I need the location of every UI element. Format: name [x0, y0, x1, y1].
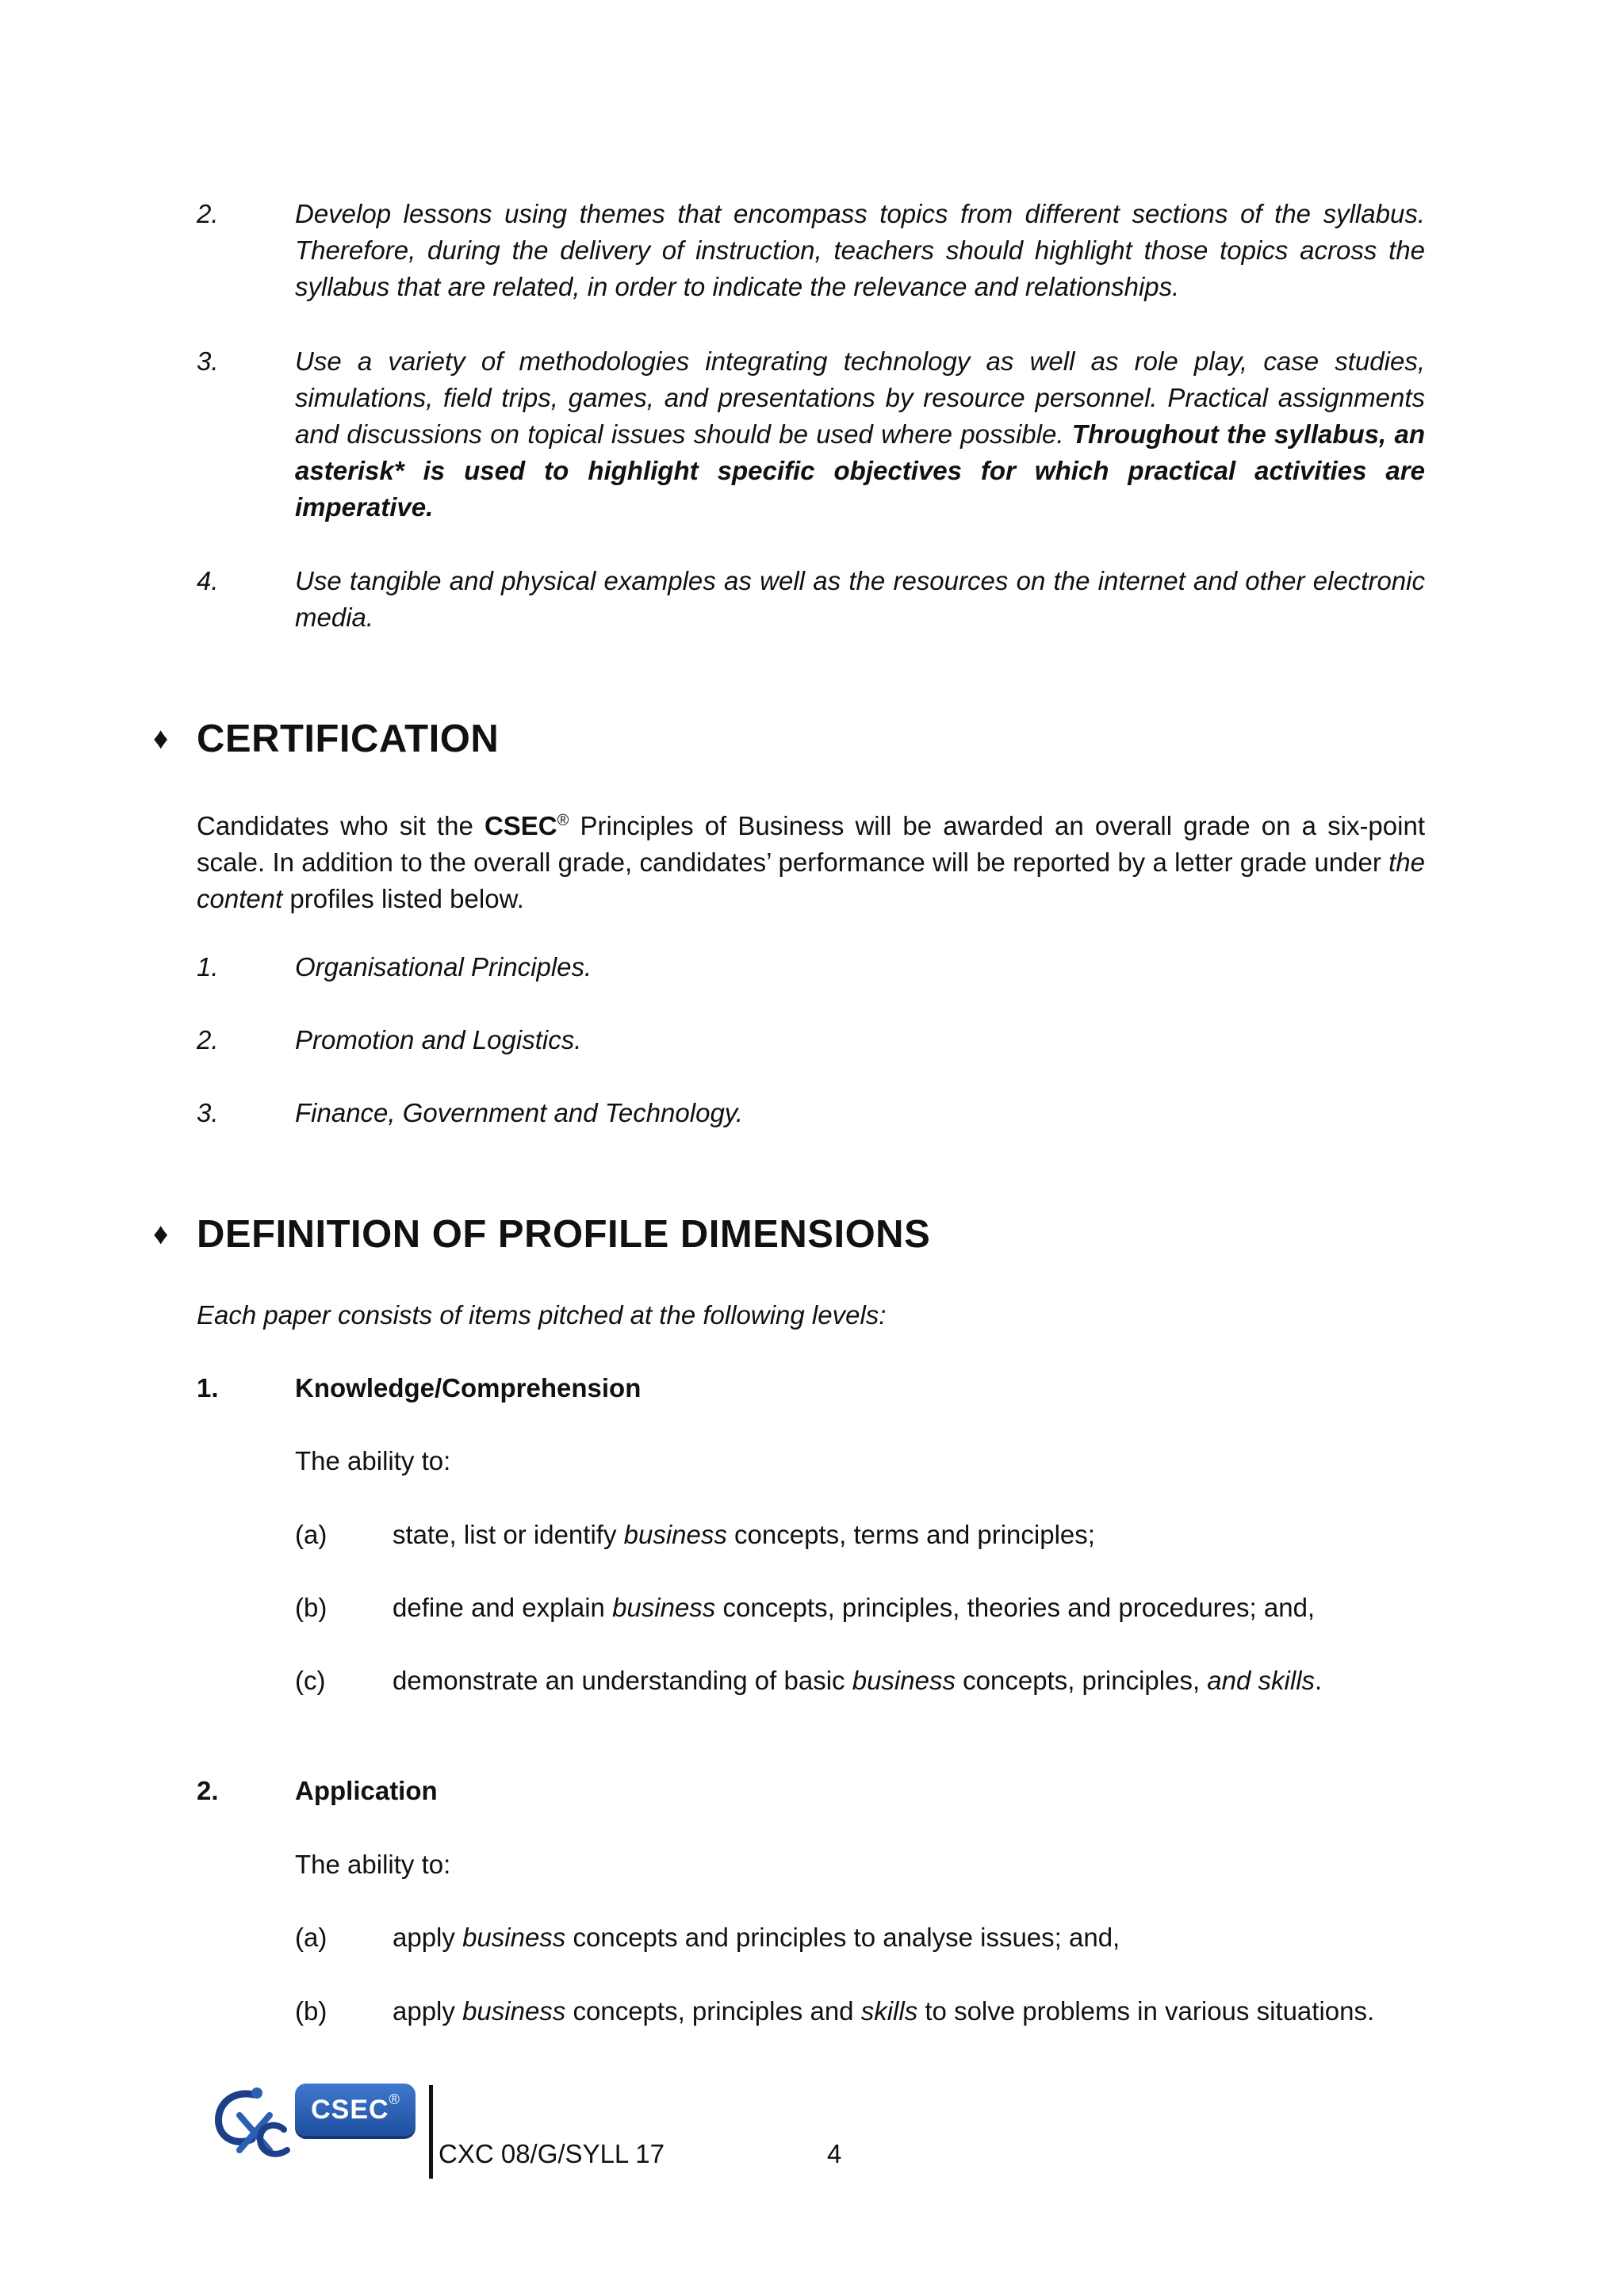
intro-text: profiles listed below. — [289, 884, 524, 913]
item-text: define and explain — [393, 1593, 605, 1622]
item-text: state, list or identify — [393, 1520, 617, 1549]
profile-dimensions-intro: Each paper consists of items pitched at the following levels: — [197, 1300, 887, 1330]
csec-label: CSEC — [484, 811, 557, 840]
item-text: demonstrate an understanding of basic — [393, 1666, 845, 1695]
level-lead: The ability to: — [295, 1446, 451, 1475]
item-italic: business — [612, 1593, 716, 1622]
item-letter: (b) — [295, 1593, 327, 1622]
item-text: concepts, principles, — [963, 1666, 1201, 1695]
item-text: to solve problems in various situations. — [925, 1996, 1375, 2026]
item-letter: (a) — [295, 1520, 327, 1549]
level-number: 1. — [197, 1373, 219, 1402]
ability-item — [393, 1993, 1374, 2030]
profile-name: Organisational Principles. — [295, 952, 592, 982]
item-italic: business — [623, 1520, 727, 1549]
csec-logo-badge — [295, 2084, 416, 2136]
ability-item — [393, 1590, 1315, 1626]
level-number: 2. — [197, 1776, 219, 1805]
teaching-item-number: 2. — [197, 199, 219, 228]
intro-text: Principles of Business will be awarded an overall grade on a six-point scale. In addition to the overall grade, candidates’ performance will be reported by a letter grade under — [197, 811, 1425, 877]
item-text: apply — [393, 1923, 455, 1952]
intro-text: Candidates who sit the — [197, 811, 473, 840]
item-italic: skills — [860, 1996, 918, 2026]
teaching-item-text-regular: Use a variety of methodologies integrating technology as well as role play, case studies, simulations, field trips, games, and presentations by resource personnel. Practical assignments and discussions on topical issues should be used where possible. — [295, 346, 1425, 449]
profile-number: 1. — [197, 952, 219, 982]
level-title: Application — [295, 1776, 438, 1805]
item-letter: (c) — [295, 1666, 326, 1695]
item-italic: business — [852, 1666, 956, 1695]
cxc-logo-icon — [208, 2084, 293, 2163]
diamond-bullet-icon: ♦ — [153, 722, 169, 756]
csec-logo-registered: ® — [389, 2091, 400, 2107]
intro-italic: the content — [197, 848, 1426, 913]
registered-mark: ® — [557, 812, 569, 829]
teaching-item-text: Use tangible and physical examples as well as the resources on the internet and other electronic media. — [295, 566, 1425, 632]
item-text: concepts, principles and — [573, 1996, 854, 2026]
profile-name: Promotion and Logistics. — [295, 1025, 582, 1054]
level-lead: The ability to: — [295, 1850, 451, 1879]
item-italic: and skills — [1207, 1666, 1316, 1695]
item-italic: business — [462, 1923, 566, 1952]
certification-heading: CERTIFICATION — [197, 718, 500, 760]
item-italic: business — [462, 1996, 566, 2026]
asterisk-note: Throughout the syllabus, an asterisk* is used to highlight specific objectives for which practical activities are imperative. — [295, 419, 1425, 522]
teaching-item-text — [295, 343, 1425, 526]
teaching-item-number: 4. — [197, 566, 219, 595]
cxc-logo — [208, 2084, 293, 2163]
certification-intro — [197, 802, 1425, 917]
syllabus-code: CXC 08/G/SYLL 17 — [439, 2139, 665, 2168]
profile-number: 3. — [197, 1098, 219, 1127]
footer-divider — [429, 2085, 433, 2179]
item-text: concepts, terms and principles; — [734, 1520, 1095, 1549]
teaching-item-text: Develop lessons using themes that encompass topics from different sections of the syllabus. Therefore, during the delivery of instruction, teachers should highlight those topics across the syllabus that are related, in order to indicate the relevance and relationships. — [295, 199, 1425, 301]
profile-dimensions-heading: DEFINITION OF PROFILE DIMENSIONS — [197, 1213, 931, 1256]
diamond-bullet-icon: ♦ — [153, 1218, 169, 1251]
teaching-item-number: 3. — [197, 346, 219, 376]
item-text: apply — [393, 1996, 455, 2026]
ability-item — [393, 1663, 1322, 1699]
profile-name: Finance, Government and Technology. — [295, 1098, 744, 1127]
profile-number: 2. — [197, 1025, 219, 1054]
item-text: concepts and principles to analyse issues; and, — [573, 1923, 1120, 1952]
item-text: . — [1315, 1666, 1323, 1695]
ability-item — [393, 1919, 1120, 1956]
item-letter: (a) — [295, 1923, 327, 1952]
level-title: Knowledge/Comprehension — [295, 1373, 642, 1402]
item-letter: (b) — [295, 1996, 327, 2026]
csec-logo-text: CSEC — [311, 2094, 389, 2125]
item-text: concepts, principles, theories and procedures; and, — [722, 1593, 1316, 1622]
ability-item — [393, 1517, 1095, 1553]
page-number: 4 — [827, 2139, 842, 2168]
